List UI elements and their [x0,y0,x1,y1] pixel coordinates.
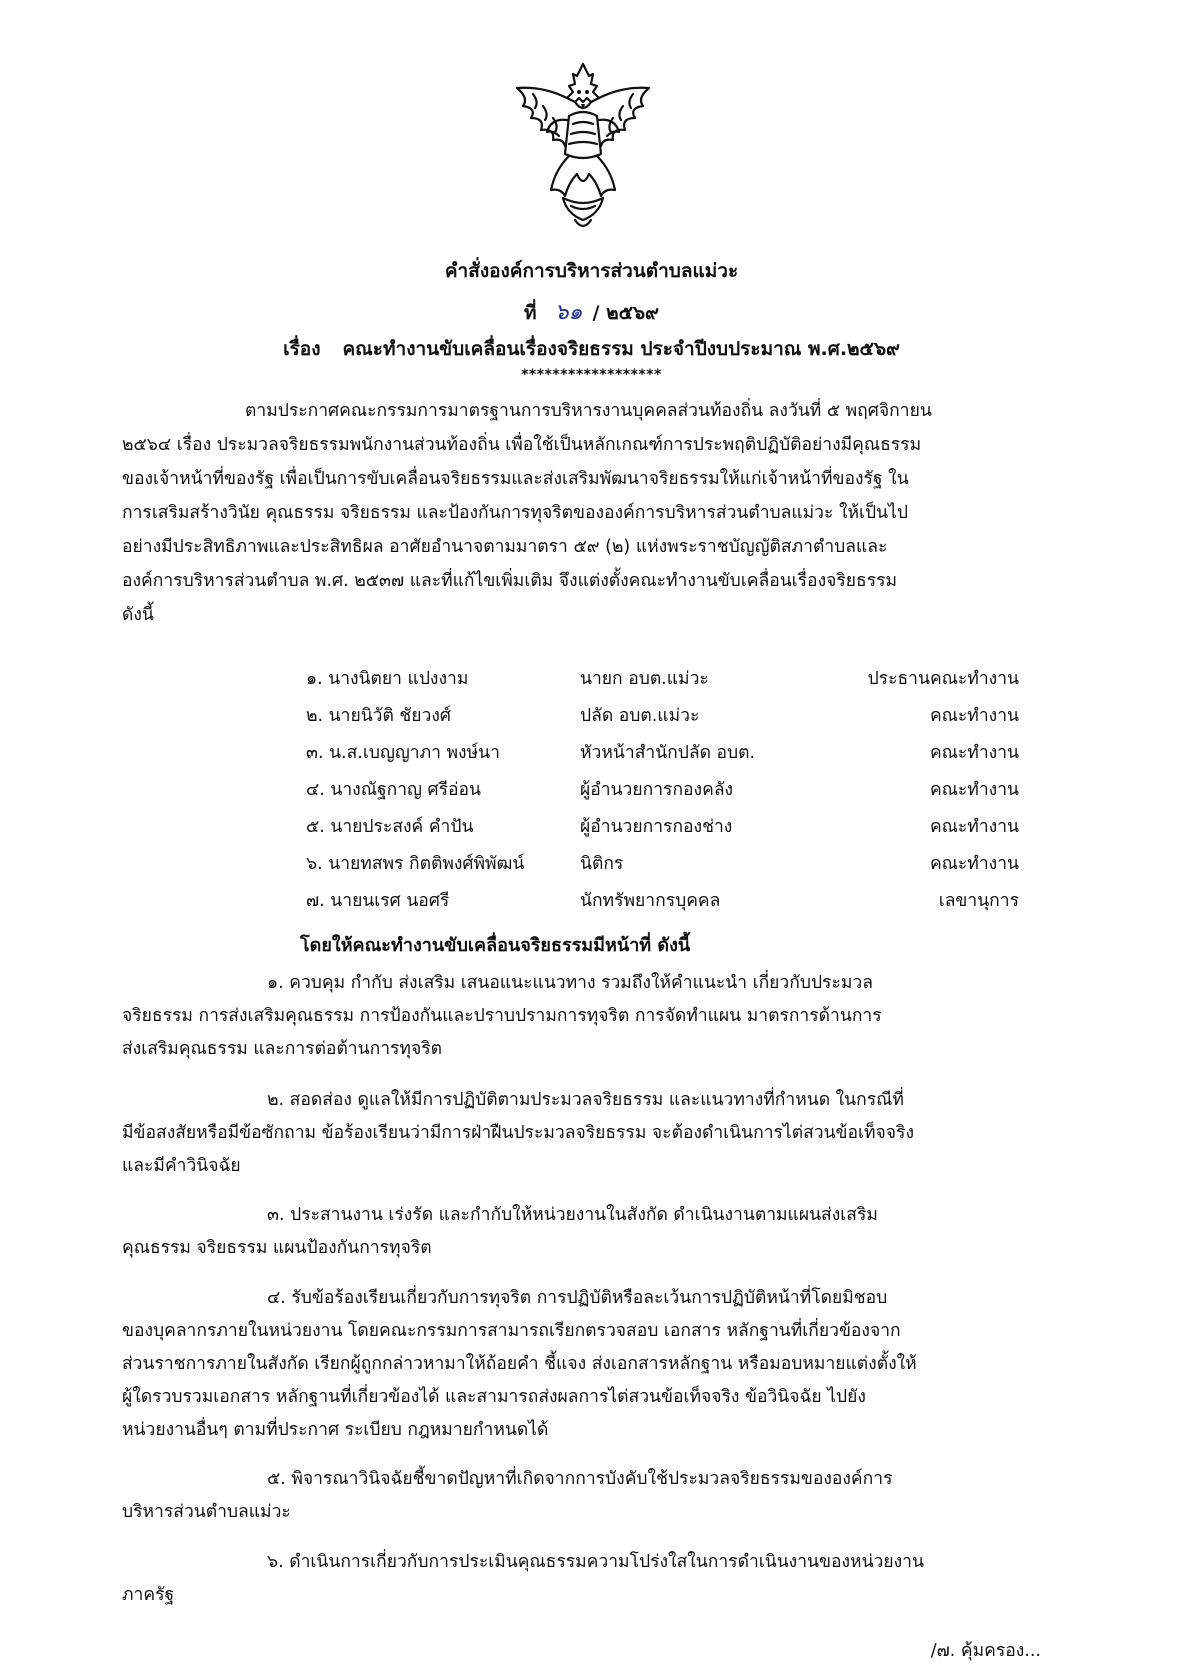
member-position: นักทรัพยากรบุคคล [580,891,721,911]
member-name: ๒. นายนิวัติ ชัยวงศ์ [306,706,452,726]
duty-line: ๖. ดำเนินการเกี่ยวกับการประเมินคุณธรรมความโปร่งใสในการดำเนินงานของหน่วยงาน [267,1552,924,1572]
intro-line: องค์การบริหารส่วนตำบล พ.ศ. ๒๕๓๗ และที่แก้ไขเพิ่มเติม จึงแต่งตั้งคณะทำงานขับเคลื่อนเรื่องจริยธรรม [122,571,898,591]
number-year: / ๒๕๖๙ [592,302,659,324]
number-label: ที่ [524,302,537,324]
member-row [0,775,1183,805]
member-row [0,664,1183,694]
member-position: หัวหน้าสำนักปลัด อบต. [580,743,756,763]
intro-line: การเสริมสร้างวินัย คุณธรรม จริยธรรม และป้องกันการทุจริตขององค์การบริหารส่วนตำบลแม่วะ ให้เป็นไป [122,503,908,523]
duty-line: ผู้ใดรวบรวมเอกสาร หลักฐานที่เกี่ยวข้องได้ และสามารถส่งผลการไต่สวนข้อเท็จจริง ข้อวินิจฉัย ไปยัง [122,1387,866,1407]
duty-line: คุณธรรม จริยธรรม แผนป้องกันการทุจริต [122,1238,432,1258]
subject-label: เรื่อง [283,338,321,360]
member-name: ๖. นายทสพร กิตติพงศ์พิพัฒน์ [306,854,525,874]
duty-line: ของบุคลากรภายในหน่วยงาน โดยคณะกรรมการสามารถเรียกตรวจสอบ เอกสาร หลักฐานที่เกี่ยวข้องจาก [122,1321,901,1341]
subject-text: คณะทำงานขับเคลื่อนเรื่องจริยธรรม ประจำปีงบประมาณ พ.ศ.๒๕๖๙ [342,338,900,360]
intro-line: ดังนี้ [122,605,154,625]
member-name: ๗. นายนเรศ นอศรี [306,891,450,911]
member-role: คณะทำงาน [929,854,1019,874]
order-number [0,294,1183,329]
member-position: ผู้อำนวยการกองช่าง [580,817,733,837]
separator-stars: ****************** [521,367,662,383]
member-row [0,701,1183,731]
intro-line: ของเจ้าหน้าที่ของรัฐ เพื่อเป็นการขับเคลื่อนจริยธรรมและส่งเสริมพัฒนาจริยธรรมให้แก่เจ้าหน้าที่ของรัฐ ใน [122,469,909,489]
member-role: คณะทำงาน [929,780,1019,800]
member-role: คณะทำงาน [929,817,1019,837]
member-position: ผู้อำนวยการกองคลัง [580,780,734,800]
member-name: ๑. นางนิตยา แปงงาม [306,669,469,689]
duty-line: ส่งเสริมคุณธรรม และการต่อต้านการทุจริต [122,1039,442,1059]
duty-line: บริหารส่วนตำบลแม่วะ [122,1502,291,1522]
member-role: ประธานคณะทำงาน [867,669,1019,689]
intro-line: อย่างมีประสิทธิภาพและประสิทธิผล อาศัยอำนาจตามมาตรา ๕๙ (๒) แห่งพระราชบัญญัติสภาตำบลและ [122,537,888,557]
document-title: คำสั่งองค์การบริหารส่วนตำบลแม่วะ [444,260,739,282]
duty-line: ๕. พิจารณาวินิจฉัยชี้ขาดปัญหาที่เกิดจากการบังคับใช้ประมวลจริยธรรมขององค์การ [267,1469,893,1489]
duty-line: ส่วนราชการภายในสังกัด เรียกผู้ถูกกล่าวหามาให้ถ้อยคำ ชี้แจง ส่งเอกสารหลักฐาน หรือมอบหมายแต่งตั้งให้ [122,1354,917,1374]
member-name: ๓. น.ส.เบญญาภา พงษ์นา [306,743,500,763]
member-row [0,812,1183,842]
duty-line: ๔. รับข้อร้องเรียนเกี่ยวกับการทุจริต การปฏิบัติหรือละเว้นการปฏิบัติหน้าที่โดยมิชอบ [267,1288,888,1308]
document-subject [0,334,1183,364]
duties-heading: โดยให้คณะทำงานขับเคลื่อนจริยธรรมมีหน้าที่ ดังนี้ [300,935,691,956]
intro-line: ๒๕๖๔ เรื่อง ประมวลจริยธรรมพนักงานส่วนท้องถิ่น เพื่อใช้เป็นหลักเกณฑ์การประพฤติปฏิบัติอย่างมีคุณธรรม [122,435,922,455]
duty-line: ภาครัฐ [122,1585,175,1605]
member-position: นิติกร [580,854,624,874]
member-role: คณะทำงาน [929,743,1019,763]
member-position: ปลัด อบต.แม่วะ [580,706,700,726]
duty-line: มีข้อสงสัยหรือมีข้อซักถาม ข้อร้องเรียนว่ามีการฝ่าฝืนประมวลจริยธรรม จะต้องดำเนินการไต่สวนข้อเท็จจริง [122,1123,915,1143]
member-row [0,738,1183,768]
handwritten-number: ๖๑ [554,300,583,325]
intro-line: ตามประกาศคณะกรรมการมาตรฐานการบริหารงานบุคคลส่วนท้องถิ่น ลงวันที่ ๕ พฤศจิกายน [245,401,932,421]
duty-line: จริยธรรม การส่งเสริมคุณธรรม การป้องกันและปราบปรามการทุจริต การจัดทำแผน มาตรการด้านการ [122,1006,882,1026]
member-name: ๔. นางณัฐกาญ ศรีอ่อน [306,780,481,800]
member-role: คณะทำงาน [929,706,1019,726]
member-row [0,886,1183,916]
member-position: นายก อบต.แม่วะ [580,669,709,689]
duty-line: ๒. สอดส่อง ดูแลให้มีการปฏิบัติตามประมวลจริยธรรม และแนวทางที่กำหนด ในกรณีที่ [267,1090,904,1110]
member-role: เลขานุการ [938,891,1019,911]
duty-line: หน่วยงานอื่นๆ ตามที่ประกาศ ระเบียบ กฎหมายกำหนดได้ [122,1420,549,1440]
duty-line: ๓. ประสานงาน เร่งรัด และกำกับให้หน่วยงานในสังกัด ดำเนินงานตามแผนส่งเสริม [267,1205,878,1225]
duty-line: ๑. ควบคุม กำกับ ส่งเสริม เสนอแนะแนวทาง รวมถึงให้คำแนะนำ เกี่ยวกับประมวล [267,973,873,993]
garuda-emblem-icon [503,58,663,236]
continuation-note: /๗. คุ้มครอง... [930,1641,1041,1661]
member-row [0,849,1183,879]
member-name: ๕. นายประสงค์ คำปัน [306,817,474,837]
duty-line: และมีคำวินิจฉัย [122,1156,241,1176]
